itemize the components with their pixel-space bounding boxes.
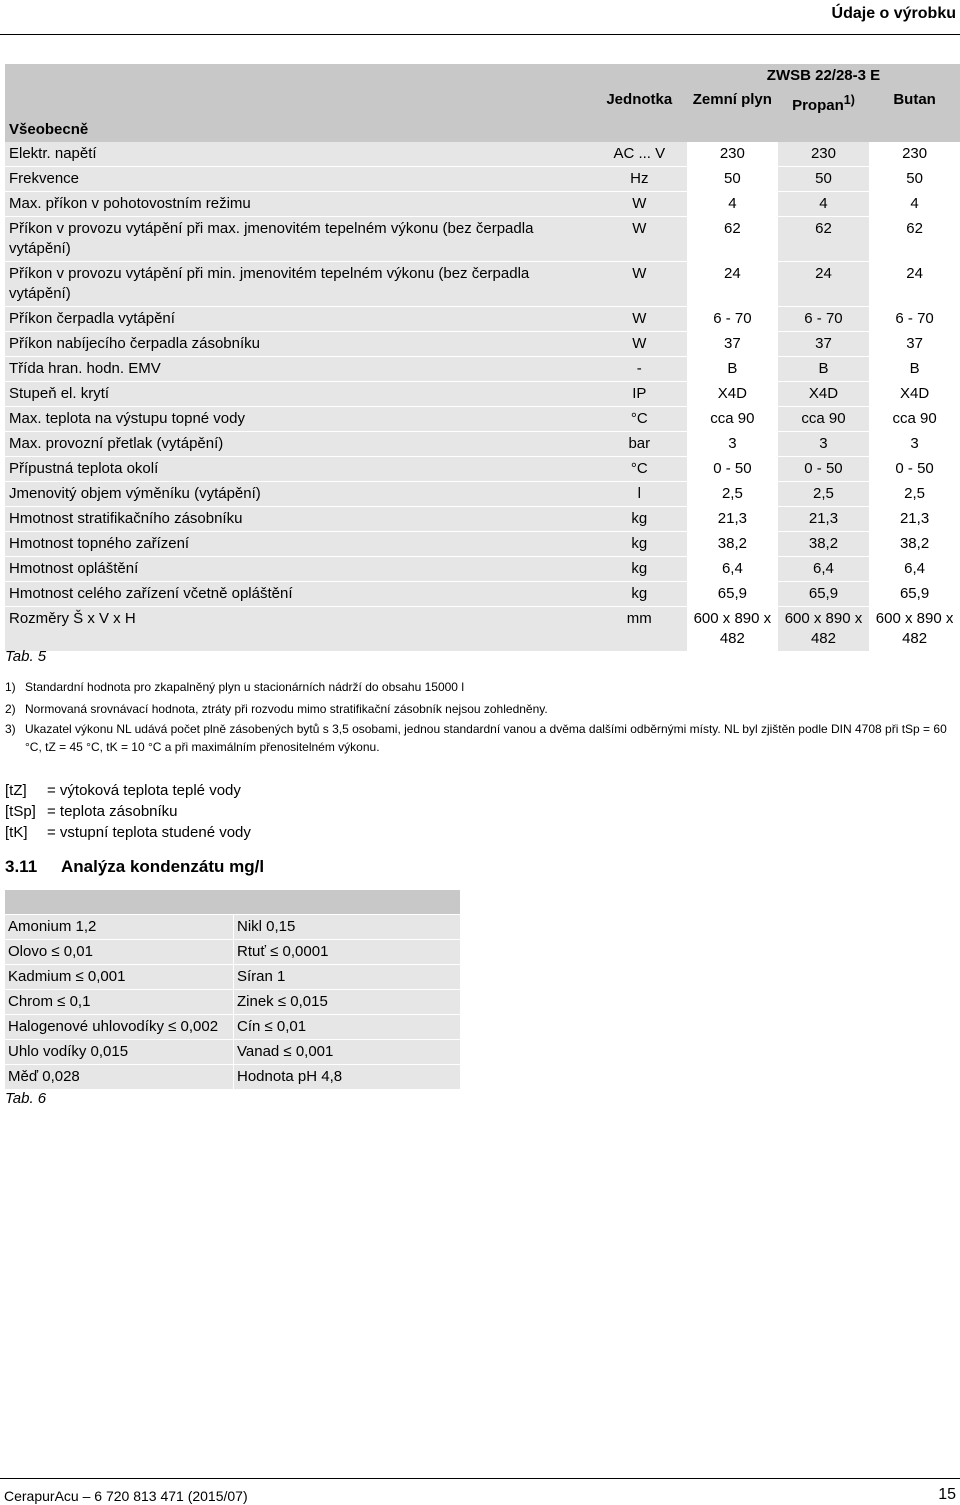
spec-label: Příkon čerpadla vytápění [5, 307, 592, 332]
spec-value-propane: 4 [778, 192, 869, 217]
spec-value-propane: B [778, 357, 869, 382]
condensate-cell-right: Nikl 0,15 [234, 915, 461, 940]
spec-value-propane: 21,3 [778, 507, 869, 532]
spec-value-propane: 6,4 [778, 557, 869, 582]
spec-value-butane: 3 [869, 432, 960, 457]
condensate-cell-right: Hodnota pH 4,8 [234, 1065, 461, 1090]
spec-unit: kg [592, 557, 687, 582]
spec-value-butane: 0 - 50 [869, 457, 960, 482]
section-title: Analýza kondenzátu mg/l [61, 857, 265, 876]
spec-label: Hmotnost topného zařízení [5, 532, 592, 557]
spec-value-natural-gas: 21,3 [687, 507, 778, 532]
spec-model: ZWSB 22/28-3 E [687, 64, 960, 88]
spec-label: Příkon nabíjecího čerpadla zásobníku [5, 332, 592, 357]
spec-unit: °C [592, 407, 687, 432]
spec-section-title: Všeobecně [5, 118, 960, 142]
spec-value-butane: 230 [869, 142, 960, 167]
spec-value-propane: cca 90 [778, 407, 869, 432]
spec-label: Max. příkon v pohotovostním režimu [5, 192, 592, 217]
spec-value-natural-gas: B [687, 357, 778, 382]
spec-unit: - [592, 357, 687, 382]
spec-unit: W [592, 217, 687, 262]
spec-row [5, 532, 960, 557]
spec-value-propane: 62 [778, 217, 869, 262]
spec-row [5, 307, 960, 332]
page-header [0, 0, 960, 34]
spec-row [5, 217, 960, 262]
spec-value-natural-gas: 600 x 890 x 482 [687, 607, 778, 652]
spec-label: Elektr. napětí [5, 142, 592, 167]
header-title: Údaje o výrobku [831, 5, 956, 22]
col-natural-gas: Zemní plyn [687, 88, 778, 118]
spec-column-header [5, 88, 960, 118]
spec-value-butane: 21,3 [869, 507, 960, 532]
spec-row [5, 332, 960, 357]
spec-value-propane: 2,5 [778, 482, 869, 507]
spec-section-row [5, 118, 960, 142]
spec-label: Příkon v provozu vytápění při max. jmenovitém tepelném výkonu (bez čerpadla vytápění) [5, 217, 592, 262]
spec-value-propane: 37 [778, 332, 869, 357]
spec-row [5, 167, 960, 192]
spec-value-natural-gas: 65,9 [687, 582, 778, 607]
spec-row [5, 357, 960, 382]
spec-value-butane: cca 90 [869, 407, 960, 432]
spec-value-natural-gas: 24 [687, 262, 778, 307]
condensate-row [5, 965, 460, 990]
section-heading [5, 857, 264, 877]
condensate-cell-left: Chrom ≤ 0,1 [5, 990, 234, 1015]
spec-label: Rozměry Š x V x H [5, 607, 592, 652]
legend-item: [tSp] = teplota zásobníku [5, 803, 178, 820]
spec-value-natural-gas: 4 [687, 192, 778, 217]
spec-unit: W [592, 192, 687, 217]
condensate-cell-right: Rtuť ≤ 0,0001 [234, 940, 461, 965]
condensate-cell-left: Halogenové uhlovodíky ≤ 0,002 [5, 1015, 234, 1040]
spec-value-butane: 2,5 [869, 482, 960, 507]
condensate-cell-left: Uhlo vodíky 0,015 [5, 1040, 234, 1065]
spec-row [5, 407, 960, 432]
spec-value-natural-gas: X4D [687, 382, 778, 407]
spec-label: Hmotnost celého zařízení včetně opláštění [5, 582, 592, 607]
spec-value-butane: 6,4 [869, 557, 960, 582]
spec-value-natural-gas: 0 - 50 [687, 457, 778, 482]
spec-model-row [5, 64, 960, 88]
table6-caption: Tab. 6 [5, 1090, 47, 1107]
spec-row [5, 482, 960, 507]
spec-value-natural-gas: 38,2 [687, 532, 778, 557]
spec-unit: W [592, 262, 687, 307]
header-rule [0, 34, 960, 35]
spec-value-natural-gas: 6,4 [687, 557, 778, 582]
condensate-cell-left: Měď 0,028 [5, 1065, 234, 1090]
spec-unit: kg [592, 507, 687, 532]
spec-value-natural-gas: 230 [687, 142, 778, 167]
condensate-row [5, 940, 460, 965]
condensate-row [5, 1040, 460, 1065]
spec-label: Stupeň el. krytí [5, 382, 592, 407]
spec-value-propane: 6 - 70 [778, 307, 869, 332]
condensate-row [5, 990, 460, 1015]
condensate-cell-right: Zinek ≤ 0,015 [234, 990, 461, 1015]
spec-label: Frekvence [5, 167, 592, 192]
spec-unit: Hz [592, 167, 687, 192]
spec-row [5, 582, 960, 607]
spec-value-natural-gas: 3 [687, 432, 778, 457]
spec-value-natural-gas: 50 [687, 167, 778, 192]
footnote: 3) Ukazatel výkonu NL udává počet plně zásobených bytů s 3,5 osobami, jednou standardní vanou a dvěma dalšími odběrnými místy. NL byl zjištěn podle DIN 4708 při tSp = 60 °C, tZ = 45 °C, tK = 10 °C a při maximálním přenositelném výkonu. [5, 722, 947, 754]
table5-caption: Tab. 5 [5, 648, 47, 665]
spec-label: Jmenovitý objem výměníku (vytápění) [5, 482, 592, 507]
condensate-cell-left: Olovo ≤ 0,01 [5, 940, 234, 965]
spec-label: Hmotnost stratifikačního zásobníku [5, 507, 592, 532]
spec-value-natural-gas: 6 - 70 [687, 307, 778, 332]
spec-value-butane: X4D [869, 382, 960, 407]
spec-row [5, 142, 960, 167]
condensate-row [5, 1065, 460, 1090]
spec-unit: kg [592, 582, 687, 607]
spec-value-butane: 6 - 70 [869, 307, 960, 332]
spec-value-butane: 50 [869, 167, 960, 192]
spec-row [5, 382, 960, 407]
condensate-table [5, 890, 460, 1090]
spec-value-natural-gas: cca 90 [687, 407, 778, 432]
spec-value-propane: X4D [778, 382, 869, 407]
spec-value-propane: 38,2 [778, 532, 869, 557]
spec-value-butane: 38,2 [869, 532, 960, 557]
page-number: 15 [938, 1486, 956, 1503]
condensate-cell-right: Vanad ≤ 0,001 [234, 1040, 461, 1065]
legend-item: [tK] = vstupní teplota studené vody [5, 824, 251, 841]
footer-rule [0, 1478, 960, 1479]
spec-value-propane: 50 [778, 167, 869, 192]
condensate-cell-right: Cín ≤ 0,01 [234, 1015, 461, 1040]
spec-value-butane: 65,9 [869, 582, 960, 607]
spec-value-butane: 24 [869, 262, 960, 307]
spec-value-butane: 37 [869, 332, 960, 357]
condensate-cell-right: Síran 1 [234, 965, 461, 990]
condensate-row [5, 915, 460, 940]
spec-value-propane: 3 [778, 432, 869, 457]
spec-value-propane: 230 [778, 142, 869, 167]
footnotes [5, 676, 955, 756]
spec-value-butane: 4 [869, 192, 960, 217]
spec-unit: bar [592, 432, 687, 457]
spec-row [5, 557, 960, 582]
footnote: 2) Normovaná srovnávací hodnota, ztráty při rozvodu mimo stratifikační zásobník nejsou zohledněny. [5, 702, 548, 716]
condensate-row [5, 1015, 460, 1040]
col-propane: Propan$^{1)}$ [778, 88, 869, 118]
spec-label: Třída hran. hodn. EMV [5, 357, 592, 382]
spec-label: Max. provozní přetlak (vytápění) [5, 432, 592, 457]
spec-label: Přípustná teplota okolí [5, 457, 592, 482]
spec-value-natural-gas: 2,5 [687, 482, 778, 507]
symbol-legend [5, 780, 251, 843]
spec-unit: W [592, 307, 687, 332]
spec-unit: AC ... V [592, 142, 687, 167]
spec-label: Hmotnost opláštění [5, 557, 592, 582]
spec-value-propane: 0 - 50 [778, 457, 869, 482]
spec-value-butane: 600 x 890 x 482 [869, 607, 960, 652]
spec-unit: °C [592, 457, 687, 482]
spec-row [5, 507, 960, 532]
spec-value-butane: B [869, 357, 960, 382]
spec-unit: kg [592, 532, 687, 557]
spec-unit: l [592, 482, 687, 507]
spec-row [5, 262, 960, 307]
spec-row [5, 607, 960, 652]
spec-row [5, 457, 960, 482]
section-number: 3.11 [5, 857, 38, 876]
spec-value-natural-gas: 37 [687, 332, 778, 357]
spec-value-butane: 62 [869, 217, 960, 262]
footnote: 1) Standardní hodnota pro zkapalněný plyn u stacionárních nádrží do obsahu 15000 l [5, 680, 464, 694]
condensate-cell-left: Amonium 1,2 [5, 915, 234, 940]
col-unit: Jednotka [592, 88, 687, 118]
spec-value-propane: 24 [778, 262, 869, 307]
spec-value-propane: 65,9 [778, 582, 869, 607]
condensate-cell-left: Kadmium ≤ 0,001 [5, 965, 234, 990]
spec-label: Max. teplota na výstupu topné vody [5, 407, 592, 432]
spec-unit: W [592, 332, 687, 357]
spec-unit: IP [592, 382, 687, 407]
spec-label: Příkon v provozu vytápění při min. jmenovitém tepelném výkonu (bez čerpadla vytápění) [5, 262, 592, 307]
spec-value-natural-gas: 62 [687, 217, 778, 262]
col-butane: Butan [869, 88, 960, 118]
condensate-header [5, 890, 460, 915]
spec-value-propane: 600 x 890 x 482 [778, 607, 869, 652]
spec-row [5, 192, 960, 217]
spec-unit: mm [592, 607, 687, 652]
footer-doc: CerapurAcu – 6 720 813 471 (2015/07) [4, 1488, 248, 1504]
spec-row [5, 432, 960, 457]
spec-table [5, 64, 960, 652]
legend-item: [tZ] = výtoková teplota teplé vody [5, 782, 241, 799]
